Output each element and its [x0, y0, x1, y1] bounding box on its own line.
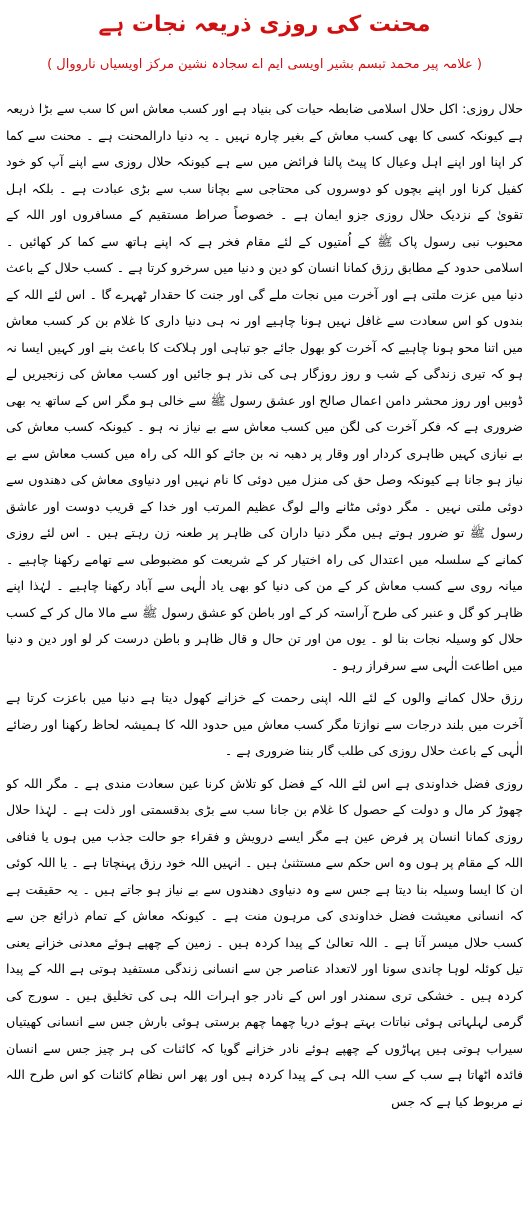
paragraph-1: حلال روزی: اکل حلال اسلامی ضابطہ حیات کی بنیاد ہے اور کسب معاش اس کا سب سے بڑا ذریعہ ہے کیونکہ کسی کا بھی کسب معاش کے بغیر چارہ نہیں ۔ یہ دنیا دارالمحنت ہے ۔ محنت سے کما کر اپنا اور اپنے اہل وعیال کا پیٹ پالنا فرائض میں سے ہے کیونکہ حلال روزی سے اپنے آپ کو خود کفیل کرنا اور اپنے بچوں کو دوسروں کی محتاجی سے بچانا سب سے بڑی عبادت ہے ۔ بلکہ اہل تقویٰ کے نزدیک حلال روزی جزو ایمان ہے ۔ خصوصاً صراط مستقیم کے مسافروں اور اللہ کے محبوب نبی رسول پاک ﷺ کے اُمتیوں کے لئے مقام فخر ہے کہ اپنے ہاتھ سے کما کر کھائیں ۔ اسلامی حدود کے مطابق رزق کمانا انسان کو دین و دنیا میں سرخرو کرتا ہے ۔ کسب حلال کے باعث دنیا میں عزت ملتی ہے اور آخرت میں نجات ملے گی اور جنت کا حقدار ٹھہرے گا ۔ اس لئے اللہ کے بندوں کو اس سعادت سے غافل نہیں ہونا چاہیے اور نہ ہی دنیا داری کا غلام بن کر کسب معاش میں اتنا محو ہونا چاہیے کہ آخرت کو بھول جائے جو تباہی اور ہلاکت کا باعث بنے اور کہیں ایسا نہ ہو کہ تیری زندگی کے شب و روز روزگار ہی کی نذر ہو جائیں اور کسب معاش کی زنجیریں لے ڈوبیں اور روز محشر دامن اعمال صالح اور عشق رسول ﷺ سے خالی ہو مگر اس کے ساتھ یہ بھی ضروری ہے کہ فکر آخرت کی لگن میں کسب معاش سے بے نیاز نہ ہو ۔ کیونکہ کسب معاش کی بے نیازی کہیں ظاہری کردار اور وقار پر دھبہ نہ بن جائے کو اللہ کی راہ میں کسب معاش سے بے نیاز ہو جانا ہے کیونکہ وصل حق کی منزل میں دوئی کا نام نہیں اور دنیاوی معاش کی دھندوں سے دوئی ملتی نہیں ۔ مگر دوئی مٹانے والے لوگ عظیم المرتب اور خدا کے قریب دوست اور عاشق رسول ﷺ تو ضرور ہوتے ہیں مگر دنیا داران کی ظاہر پر طعنہ زن رہتے ہیں ۔ اس لئے روزی کمانے کے سلسلہ میں اعتدال کی راہ اختیار کر کے شریعت کو مضبوطی سے تھامے رکھنا چاہیے ۔ میانہ روی سے کسب معاش کر کے من کی دنیا کو بھی یاد الٰہی سے آباد رکھنا چاہیے ۔ لہٰذا اپنے ظاہر کو گل و عنبر کی طرح آراستہ کر کے اور باطن کو عشق رسول ﷺ سے مالا مال کر کے کسب حلال کو وسیلہ نجات بنا لو ۔ یوں من اور تن حال و قال ظاہر و باطن درست کر لو اور دین و دنیا میں اطاعت الٰہی سے سرفراز رہو ۔ [6, 101, 523, 673]
article-body [6, 96, 523, 1115]
article-page [6, 0, 523, 1209]
paragraph-2: رزق حلال کمانے والوں کے لئے اللہ اپنی رحمت کے خزانے کھول دیتا ہے دنیا میں باعزت کرتا ہے آخرت میں بلند درجات سے نوازتا مگر کسب معاش میں حدود اللہ کا ہمیشہ لحاظ رکھنا اور رضائے الٰہی کے باعث حلال روزی کی طلب گار بننا ضروری ہے ۔ [6, 690, 523, 758]
article-byline: ( علامہ پیر محمد تبسم بشیر اویسی ایم اے سجادہ نشین مرکز اویسیاں نارووال ) [47, 57, 482, 72]
article-title: محنت کی روزی ذریعہ نجات ہے [98, 12, 431, 37]
paragraph-3: روزی فضل خداوندی ہے اس لئے اللہ کے فضل کو تلاش کرنا عین سعادت مندی ہے ۔ مگر اللہ کو چھوڑ کر مال و دولت کے حصول کا غلام بن جانا سب سے بڑی بدقسمتی اور ذلت ہے ۔ لہٰذا حلال روزی کمانا انسان پر فرض عین ہے مگر ایسے درویش و فقراء جو حالت جذب میں ہوں یا فنافی اللہ کے مقام پر ہوں وہ اس حکم سے مستثنیٰ ہیں ۔ انہیں اللہ خود رزق پہنچاتا ہے ۔ یا اللہ کوئی ان کا ایسا وسیلہ بنا دیتا ہے جس سے وہ دنیاوی دھندوں سے بے نیاز ہو جاتے ہیں ۔ یہ حقیقت ہے کہ انسانی معیشت فضل خداوندی کی مرہون منت ہے ۔ کیونکہ معاش کے تمام ذرائع جن سے کسب حلال میسر آتا ہے ۔ اللہ تعالیٰ کے پیدا کردہ ہیں ۔ زمین کے چھپے ہوئے معدنی خزانے یعنی تیل کوئلہ لوہا چاندی سونا اور لاتعداد عناصر جن سے انسانی زندگی مستفید ہوتی ہے اللہ کے پیدا کردہ ہیں ۔ خشکی تری سمندر اور اس کے نادر جو اہرات اللہ ہی کی تخلیق ہیں ۔ سورج کی گرمی لہلہاتی ہوئی نباتات بہتے ہوئے دریا چھما چھم برستی ہوئی بارش جس سے انسانی کھیتیاں سیراب ہوتی ہیں پہاڑوں کے چھپے ہوئے نادر خزانے گویا کہ کائنات کی ہر چیز جس سے انسان فائدہ اٹھاتا ہے سب کے سب اللہ ہی کے پیدا کردہ ہیں اور پھر اس نظام کائنات کو اس طرح اللہ نے مربوط کیا ہے کہ جس [6, 775, 523, 1109]
